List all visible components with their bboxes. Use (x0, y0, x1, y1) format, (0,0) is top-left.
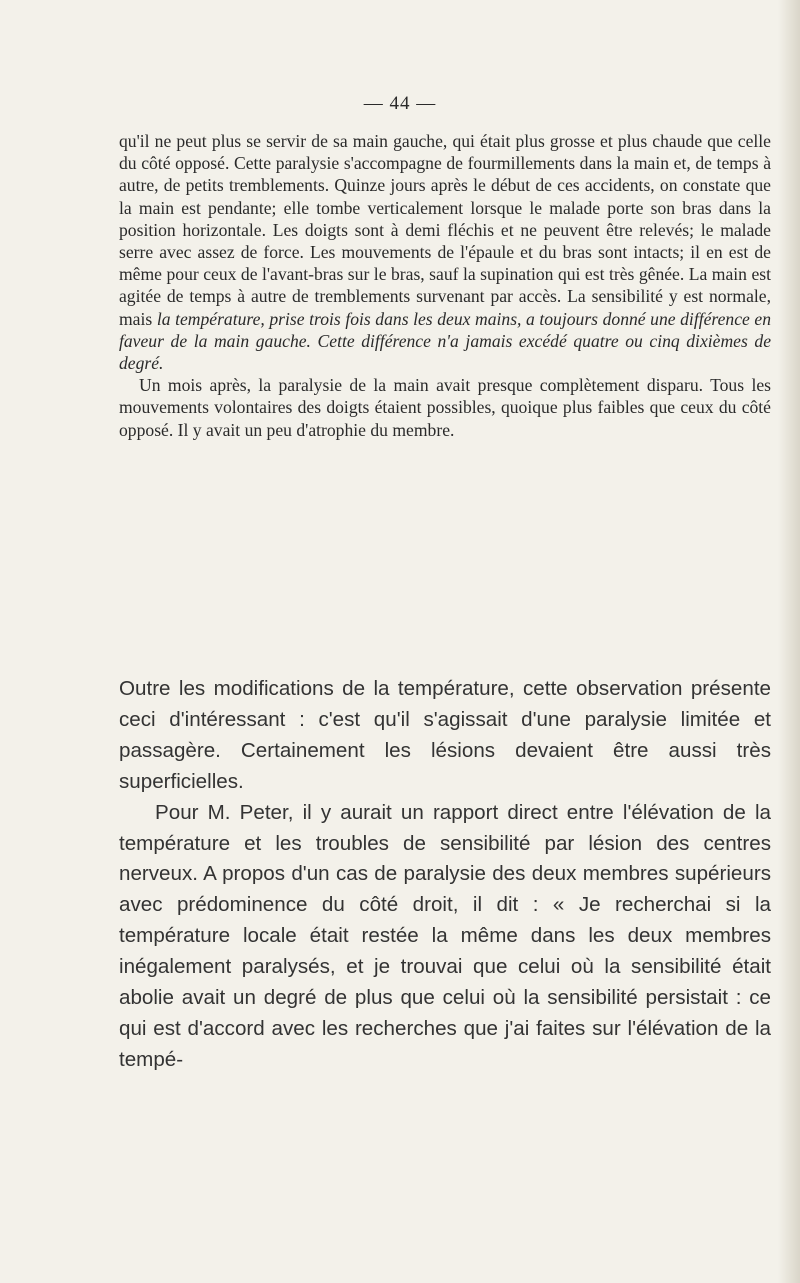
observation-text: qu'il ne peut plus se servir de sa main gauche, qui était plus grosse et plus chaude que celle du côté opposé. Cette paralysie s'accompagne de fourmillements dans la main et, de temps à autre, de petits tremblements. Quinze jours après le début de ces accidents, on constate que la main est pendante; elle tombe verticalement lorsque le malade porte son bras dans la position horizontale. Les doigts sont à demi fléchis et ne peuvent être relevés; le malade serre avec assez de force. Les mouvements de l'épaule et du bras sont intacts; il en est de même pour ceux de l'avant-bras sur le bras, sauf la supination qui est très gênée. La main est agitée de temps à autre de tremblements survenant par accès. La sensibilité y est normale, mais (119, 131, 771, 329)
observation-italic-text: la température, prise trois fois dans les deux mains, a toujours donné une différence en faveur de la main gauche. Cette différence n'a jamais excédé quatre ou cinq dixièmes de degré. (119, 308, 771, 374)
observation-paragraph (119, 130, 771, 374)
observation-followup-paragraph: Un mois après, la paralysie de la main avait presque complètement disparu. Tous les mouvements volontaires des doigts étaient possibles, quoique plus faibles que ceux du côté opposé. Il y avait un peu d'atrophie du membre. (119, 375, 771, 440)
commentary-paragraph-2: Pour M. Peter, il y aurait un rapport direct entre l'élévation de la température et les troubles de sensibilité par lésion des centres nerveux. A propos d'un cas de paralysie des deux membres supérieurs avec prédominence du côté droit, il dit : « Je recherchai si la température locale était restée la même dans les deux membres inégalement paralysés, et je trouvai que celui où la sensibilité était abolie avait un degré de plus que celui où la sensibilité persistait : ce qui est d'accord avec les recherches que j'ai faites sur l'élévation de la tempé- (119, 800, 771, 1071)
commentary-paragraph-1: Outre les modifications de la température, cette observation présente ceci d'intéressant : c'est qu'il s'agissait d'une paralysie limitée et passagère. Certainement les lésions devaient être aussi très superficielles. (119, 677, 771, 793)
page-number: — 44 — (363, 93, 437, 114)
commentary-text-block (119, 674, 771, 1076)
observation-text-block (119, 130, 771, 441)
page-edge-shadow (778, 0, 800, 1283)
